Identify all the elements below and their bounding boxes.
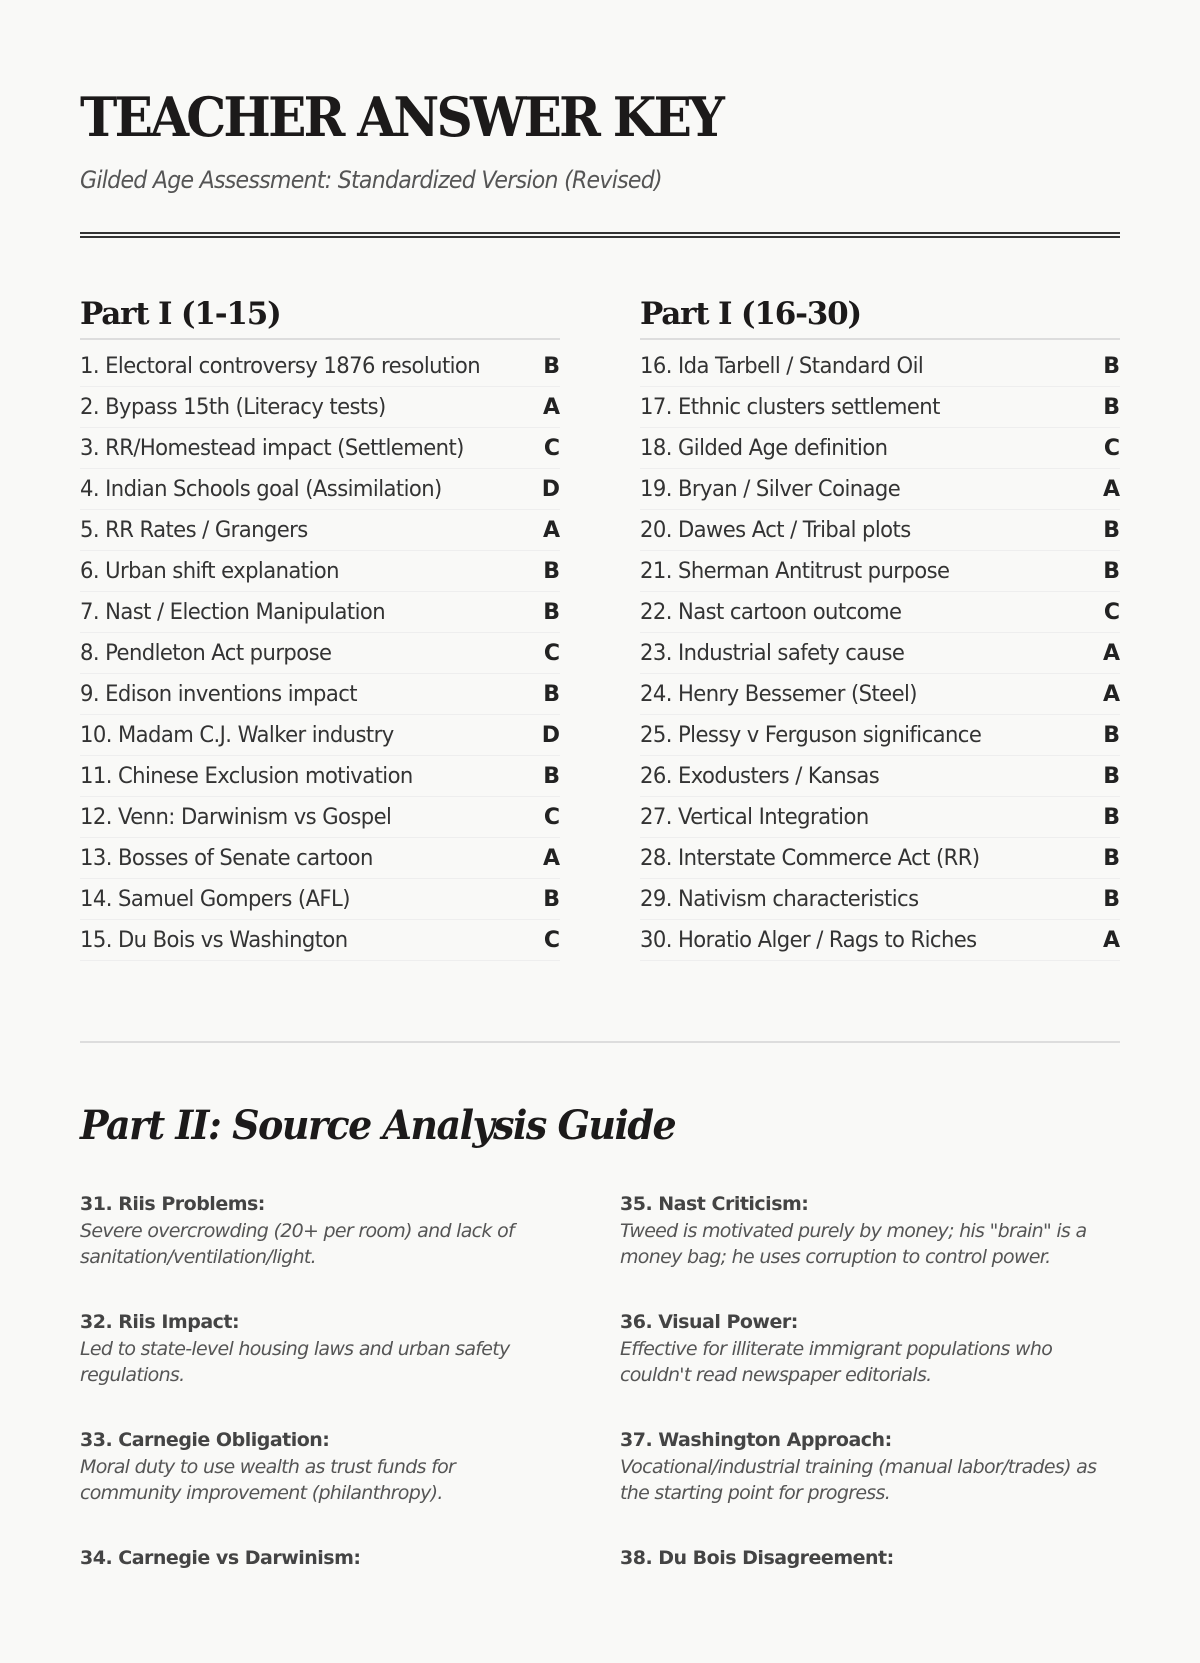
question-text: 15. Du Bois vs Washington xyxy=(80,927,348,953)
guide-item-description: Led to state-level housing laws and urban safety regulations. xyxy=(80,1338,510,1386)
guide-item-label: 37. Washington Approach: xyxy=(620,1429,892,1451)
guide-item-label: 33. Carnegie Obligation: xyxy=(80,1429,330,1451)
answer-row xyxy=(80,633,560,674)
guide-item-description: Effective for illiterate immigrant populations who couldn't read newspaper editorials. xyxy=(620,1338,1053,1386)
question-text: 23. Industrial safety cause xyxy=(640,640,905,666)
answer-row xyxy=(640,551,1120,592)
answer-row xyxy=(640,346,1120,387)
question-text: 25. Plessy v Ferguson significance xyxy=(640,722,982,748)
question-text: 11. Chinese Exclusion motivation xyxy=(80,763,413,789)
answer-letter: B xyxy=(1103,845,1120,871)
guide-item xyxy=(620,1191,1120,1309)
question-text: 28. Interstate Commerce Act (RR) xyxy=(640,845,980,871)
question-text: 30. Horatio Alger / Rags to Riches xyxy=(640,927,977,953)
answer-letter: B xyxy=(543,886,560,912)
answer-letter: A xyxy=(542,845,560,871)
answer-row xyxy=(80,756,560,797)
question-text: 26. Exodusters / Kansas xyxy=(640,763,880,789)
guide-item xyxy=(80,1191,560,1309)
answer-letter: D xyxy=(541,476,560,502)
answer-row xyxy=(80,715,560,756)
answer-letter: B xyxy=(1103,763,1120,789)
question-text: 13. Bosses of Senate cartoon xyxy=(80,845,373,871)
question-text: 17. Ethnic clusters settlement xyxy=(640,394,940,420)
answer-letter: B xyxy=(543,681,560,707)
question-text: 18. Gilded Age definition xyxy=(640,435,888,461)
answer-letter: D xyxy=(541,722,560,748)
answer-row xyxy=(80,920,560,961)
answer-row xyxy=(80,510,560,551)
question-text: 9. Edison inventions impact xyxy=(80,681,357,707)
question-text: 24. Henry Bessemer (Steel) xyxy=(640,681,917,707)
guide-item xyxy=(80,1545,560,1663)
answer-letter: B xyxy=(1103,886,1120,912)
guide-item-description: Severe overcrowding (20+ per room) and lack of sanitation/ventilation/light. xyxy=(80,1220,514,1268)
answer-letter: A xyxy=(1102,476,1120,502)
answer-letter: B xyxy=(1103,804,1120,830)
question-text: 19. Bryan / Silver Coinage xyxy=(640,476,901,502)
part1-left-list xyxy=(80,346,560,961)
guide-item-description: Vocational/industrial training (manual labor/trades) as the starting point for progress. xyxy=(620,1456,1097,1504)
answer-letter: B xyxy=(1103,517,1120,543)
answer-letter: A xyxy=(1102,681,1120,707)
question-text: 6. Urban shift explanation xyxy=(80,558,339,584)
answer-row xyxy=(640,592,1120,633)
question-text: 2. Bypass 15th (Literacy tests) xyxy=(80,394,386,420)
answer-row xyxy=(80,592,560,633)
answer-letter: C xyxy=(543,804,560,830)
section-divider xyxy=(80,1041,1120,1043)
guide-item xyxy=(620,1309,1120,1427)
answer-letter: B xyxy=(543,353,560,379)
guide-item-description: Tweed is motivated purely by money; his "brain" is a money bag; he uses corruption to control power. xyxy=(620,1220,1087,1268)
question-text: 5. RR Rates / Grangers xyxy=(80,517,308,543)
guide-item-description: Moral duty to use wealth as trust funds for community improvement (philanthropy). xyxy=(80,1456,456,1504)
header-double-divider xyxy=(80,232,1120,238)
answer-letter: B xyxy=(1103,353,1120,379)
question-text: 7. Nast / Election Manipulation xyxy=(80,599,386,625)
guide-item-label: 36. Visual Power: xyxy=(620,1311,798,1333)
part1-right-column xyxy=(640,294,1120,961)
guide-item-label: 34. Carnegie vs Darwinism: xyxy=(80,1547,361,1569)
answer-letter: B xyxy=(543,558,560,584)
answer-row xyxy=(80,879,560,920)
question-text: 10. Madam C.J. Walker industry xyxy=(80,722,394,748)
question-text: 14. Samuel Gompers (AFL) xyxy=(80,886,350,912)
answer-row xyxy=(640,838,1120,879)
question-text: 12. Venn: Darwinism vs Gospel xyxy=(80,804,392,830)
question-text: 22. Nast cartoon outcome xyxy=(640,599,902,625)
answer-row xyxy=(80,838,560,879)
page-subtitle: Gilded Age Assessment: Standardized Version (Revised) xyxy=(80,166,662,194)
answer-letter: B xyxy=(1103,394,1120,420)
part1-right-list xyxy=(640,346,1120,961)
answer-letter: B xyxy=(543,599,560,625)
part1-answer-section xyxy=(80,294,1120,961)
answer-row xyxy=(640,879,1120,920)
answer-row xyxy=(640,510,1120,551)
guide-right-column xyxy=(620,1191,1120,1663)
part2-heading: Part II: Source Analysis Guide xyxy=(80,1102,676,1149)
answer-row xyxy=(80,346,560,387)
guide-item-label: 31. Riis Problems: xyxy=(80,1193,265,1215)
answer-row xyxy=(80,551,560,592)
answer-letter: B xyxy=(1103,558,1120,584)
answer-row xyxy=(640,633,1120,674)
answer-row xyxy=(80,428,560,469)
answer-letter: C xyxy=(543,435,560,461)
guide-item xyxy=(620,1427,1120,1545)
question-text: 1. Electoral controversy 1876 resolution xyxy=(80,353,481,379)
answer-row xyxy=(80,674,560,715)
answer-row xyxy=(640,756,1120,797)
answer-letter: C xyxy=(543,640,560,666)
answer-letter: B xyxy=(1103,722,1120,748)
answer-letter: A xyxy=(1102,640,1120,666)
part1-left-heading: Part I (1-15) xyxy=(80,294,560,340)
guide-item xyxy=(620,1545,1120,1663)
question-text: 16. Ida Tarbell / Standard Oil xyxy=(640,353,924,379)
part1-right-heading: Part I (16-30) xyxy=(640,294,1120,340)
guide-item-label: 32. Riis Impact: xyxy=(80,1311,240,1333)
answer-letter: C xyxy=(1103,599,1120,625)
answer-row xyxy=(80,469,560,510)
answer-letter: B xyxy=(543,763,560,789)
page-title: TEACHER ANSWER KEY xyxy=(80,85,723,149)
part1-left-column xyxy=(80,294,560,961)
guide-item-label: 35. Nast Criticism: xyxy=(620,1193,809,1215)
question-text: 27. Vertical Integration xyxy=(640,804,869,830)
answer-row xyxy=(640,674,1120,715)
guide-left-column xyxy=(80,1191,560,1663)
answer-row xyxy=(640,715,1120,756)
question-text: 3. RR/Homestead impact (Settlement) xyxy=(80,435,464,461)
answer-row xyxy=(640,428,1120,469)
question-text: 29. Nativism characteristics xyxy=(640,886,919,912)
answer-letter: A xyxy=(542,394,560,420)
guide-item-label: 38. Du Bois Disagreement: xyxy=(620,1547,894,1569)
answer-letter: C xyxy=(543,927,560,953)
question-text: 21. Sherman Antitrust purpose xyxy=(640,558,950,584)
answer-row xyxy=(80,797,560,838)
guide-item xyxy=(80,1427,560,1545)
answer-row xyxy=(640,920,1120,961)
question-text: 8. Pendleton Act purpose xyxy=(80,640,332,666)
question-text: 20. Dawes Act / Tribal plots xyxy=(640,517,911,543)
answer-letter: C xyxy=(1103,435,1120,461)
answer-letter: A xyxy=(542,517,560,543)
answer-letter: A xyxy=(1102,927,1120,953)
question-text: 4. Indian Schools goal (Assimilation) xyxy=(80,476,442,502)
answer-row xyxy=(80,387,560,428)
answer-row xyxy=(640,387,1120,428)
answer-row xyxy=(640,797,1120,838)
guide-item xyxy=(80,1309,560,1427)
source-analysis-guide xyxy=(80,1191,1120,1663)
answer-row xyxy=(640,469,1120,510)
